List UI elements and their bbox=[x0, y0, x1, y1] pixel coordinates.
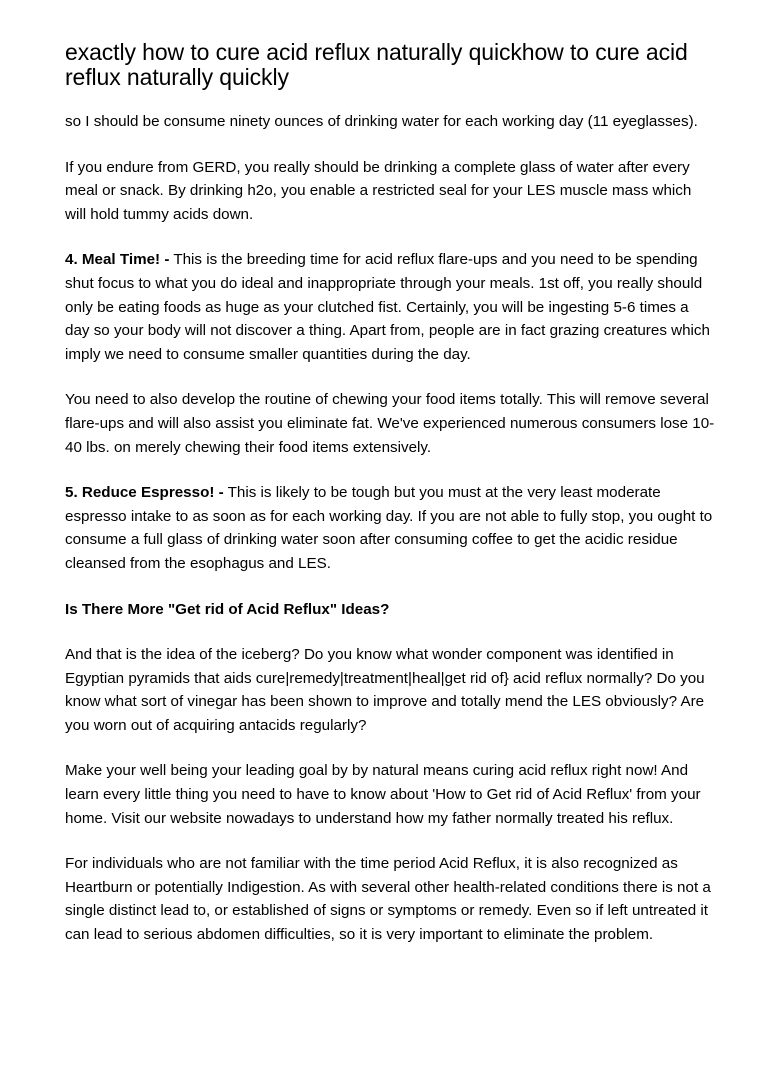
paragraph-lead: 5. Reduce Espresso! - bbox=[65, 484, 224, 502]
paragraph-text: This is the breeding time for acid reflux flare-ups and you need to be spending shut focus to what you do ideal and inappropriate through your meals. 1st off, you really should only be eating foods as huge as your clutched fist. Certainly, you will be ingesting 5-6 times a day so your body will not discover a thing. Apart from, people are in fact grazing creatures which imply we need to consume smaller quantities during the day. bbox=[65, 251, 710, 363]
paragraph-heartburn: For individuals who are not familiar with the time period Acid Reflux, it is also recognized as Heartburn or potentially Indigestion. As with several other health-related conditions there is not a single distinct lead to, or established of signs or symptoms or remedy. Even so if left untreated it can lead to serious abdomen difficulties, so it is very important to eliminate the problem. bbox=[65, 855, 711, 944]
paragraph-chewing bbox=[65, 388, 715, 459]
paragraph-wellbeing: Make your well being your leading goal by by natural means curing acid reflux right now! And learn every little thing you need to have to know about 'How to Get rid of Acid Reflux' from your home. Visit our website nowadays to understand how my father normally treated his reflux. bbox=[65, 762, 701, 827]
paragraph-text: This is likely to be tough but you must at the very least moderate espresso intake to as soon as for each working day. If you are not able to fully stop, you ought to consume a full glass of drinking water soon after consuming coffee to get the acidic residue cleansed from the esophagus and LES. bbox=[65, 484, 713, 572]
paragraph-text: You need to also develop the routine of chewing your food items totally. This will remove several flare-ups and will also assist you eliminate fat. We've experienced numerous consumers lose 10-40 lbs. on merely chewing their food items extensively. bbox=[65, 391, 715, 456]
paragraph-gerd bbox=[65, 156, 715, 227]
paragraph-lead: 4. Meal Time! - bbox=[65, 251, 170, 269]
paragraph-text: so I should be consume ninety ounces of drinking water for each working day (11 eyeglasses). bbox=[65, 113, 698, 130]
paragraph-reduce-espresso bbox=[65, 481, 715, 575]
paragraph-text: If you endure from GERD, you really should be drinking a complete glass of water after every meal or snack. By drinking h2o, you enable a restricted seal for your LES muscle mass which will hold tummy acids down. bbox=[65, 158, 692, 223]
paragraph-iceberg: And that is the idea of the iceberg? Do you know what wonder component was identified in Egyptian pyramids that aids cure|remedy|treatment|heal|get rid of} acid reflux normally? Do you know what sort of vinegar has been shown to improve and totally mend the LES obviously? Are you worn out of acquiring antacids regularly? bbox=[65, 646, 705, 734]
section-heading: Is There More "Get rid of Acid Reflux" Ideas? bbox=[65, 600, 390, 618]
document-page bbox=[65, 0, 715, 947]
paragraph-meal-time bbox=[65, 248, 715, 366]
paragraph-water-intake bbox=[65, 110, 715, 134]
document-title: exactly how to cure acid reflux naturally quickhow to cure acid reflux naturally quickly bbox=[65, 39, 688, 90]
